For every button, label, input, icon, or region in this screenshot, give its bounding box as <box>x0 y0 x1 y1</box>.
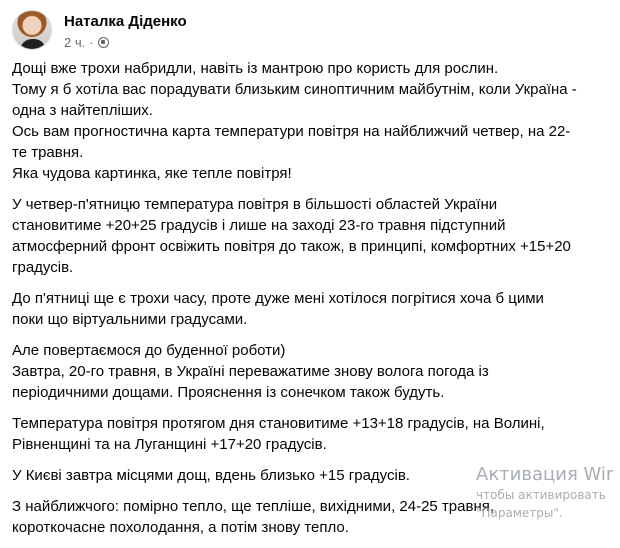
post-line: градусів. <box>12 259 74 276</box>
post-line: становитиме +20+25 градусів і лише на заході 23-го травня підступний <box>12 217 506 234</box>
post-paragraph <box>12 288 608 330</box>
post-paragraph <box>12 58 608 184</box>
post-line: атмосферний фронт освіжить повітря до також, в принципі, комфортних +15+20 <box>12 238 571 255</box>
post-line: У четвер-п'ятницю температура повітря в більшості областей України <box>12 196 498 213</box>
post-paragraph <box>12 194 608 278</box>
post-paragraph <box>12 413 608 455</box>
watermark-title: Активация Wir <box>476 464 614 485</box>
post-line: До п'ятниці ще є трохи часу, проте дуже мені хотілося погрітися хоча б цими <box>12 290 544 307</box>
post-line: Завтра, 20-го травня, в Україні переважатиме знову волога погода із <box>12 363 489 380</box>
watermark-line-2: "Параметры". <box>476 506 563 520</box>
post-line: Рівненщині та на Луганщині +17+20 градусів. <box>12 436 327 453</box>
post-line: Температура повітря протягом дня становитиме +13+18 градусів, на Волині, <box>12 415 545 432</box>
post-line: У Києві завтра місцями дощ, вдень близько +15 градусів. <box>12 467 410 484</box>
post-line: Ось вам прогностична карта температури повітря на найближчий четвер, на 22- <box>12 123 571 140</box>
post-paragraph <box>12 340 608 403</box>
post-line: Тому я б хотіла вас порадувати близьким синоптичним майбутнім, коли Україна - <box>12 81 577 98</box>
post-meta <box>64 35 109 50</box>
globe-icon[interactable] <box>98 37 109 48</box>
post-line: одна з найтепліших. <box>12 102 153 119</box>
post-line: Яка чудова картинка, яке тепле повітря! <box>12 165 292 182</box>
post-time[interactable]: 2 ч. <box>64 35 86 50</box>
post-header <box>12 8 602 52</box>
post-line: Дощі вже трохи набридли, навіть із мантрою про користь для рослин. <box>12 60 499 77</box>
post-line: Але повертаємося до буденної роботи) <box>12 342 286 359</box>
windows-activation-watermark <box>476 464 620 522</box>
post-line: те травня. <box>12 144 84 161</box>
post-line: З найближчого: помірно тепло, ще тепліше, вихідними, 24-25 травня, <box>12 498 495 515</box>
post-line: поки що віртуальними градусами. <box>12 311 248 328</box>
avatar-shirt <box>20 39 46 50</box>
author-avatar[interactable] <box>12 10 52 50</box>
meta-separator: · <box>89 35 94 50</box>
watermark-line-1: чтобы активировать <box>476 488 606 502</box>
author-name[interactable]: Наталка Діденко <box>64 13 187 30</box>
post-line: періодичними дощами. Прояснення із сонечком також будуть. <box>12 384 445 401</box>
post-line: короткочасне похолодання, а потім знову тепло. <box>12 519 349 536</box>
